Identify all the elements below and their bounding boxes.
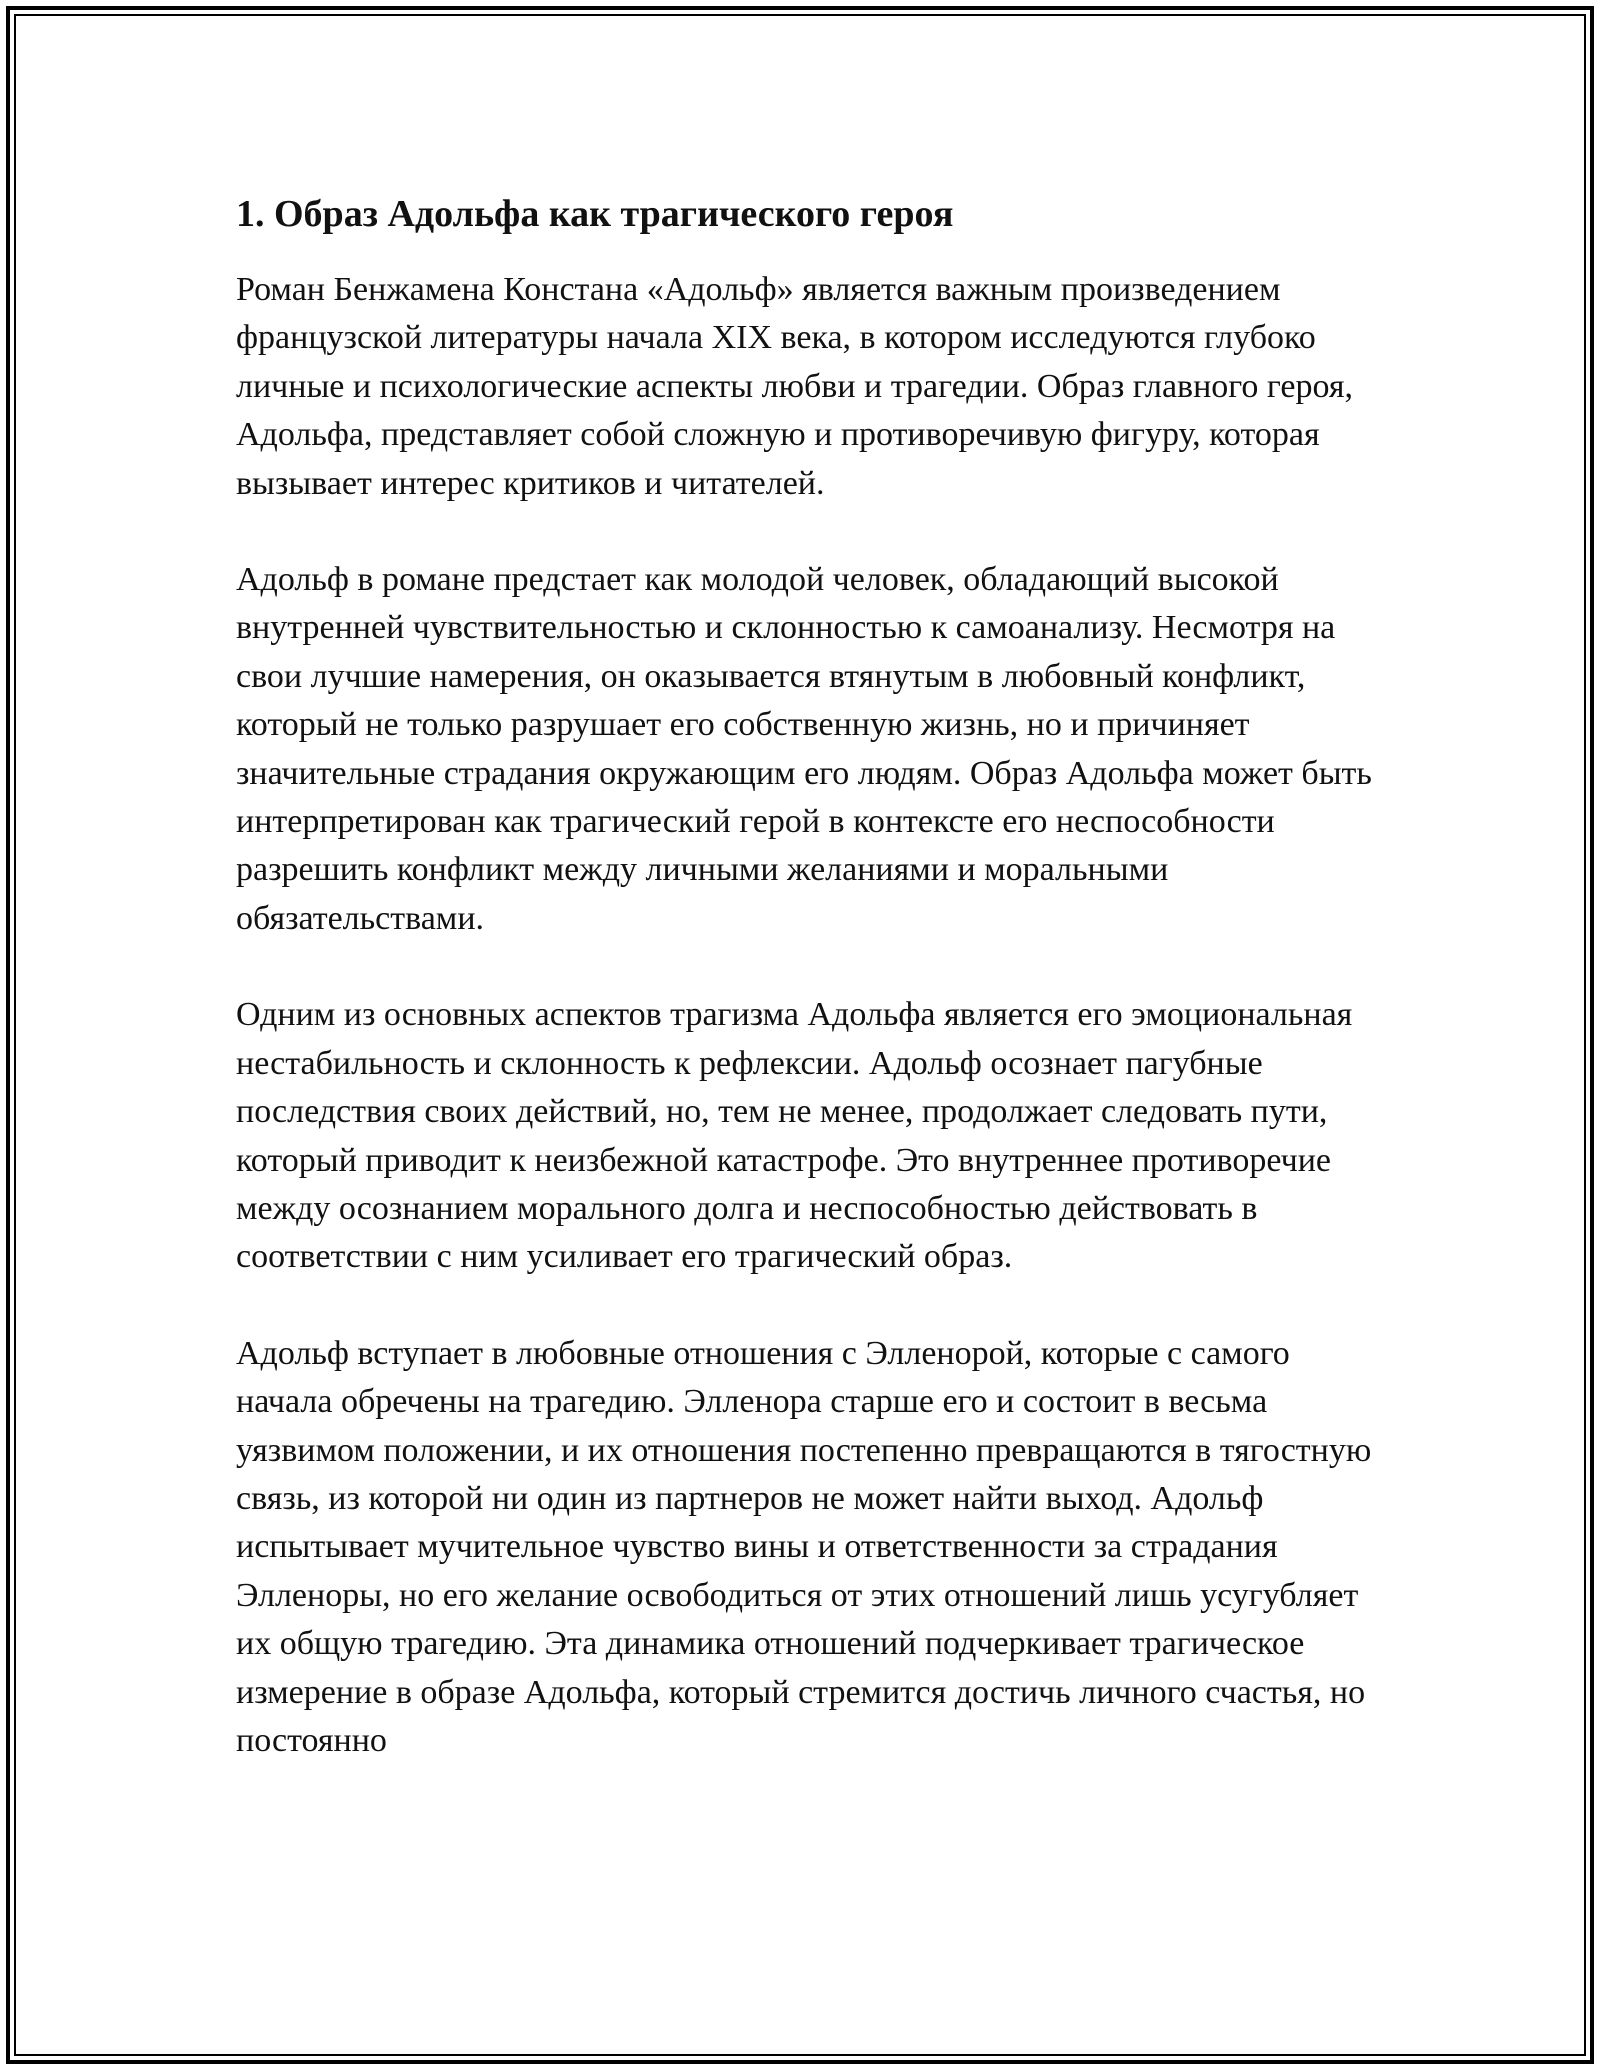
paragraph-1: Роман Бенжамена Констана «Адольф» является важным произведением французской литературы начала XIX века, в котором исследуются глубоко личные и психологические аспекты любви и трагедии. Образ главного героя, Адольфа, представляет собой сложную и противоречивую фигуру, которая вызывает интерес критиков и читателей.: [236, 271, 1353, 502]
section-heading: 1. Образ Адольфа как трагического героя: [236, 193, 954, 235]
paragraph-4: Адольф вступает в любовные отношения с Элленорой, которые с самого начала обречены на трагедию. Элленора старше его и состоит в весьма уязвимом положении, и их отношения постепенно превращаются в тягостную связь, из которой ни один из партнеров не может найти выход. Адольф испытывает мучительное чувство вины и ответственности за страдания Элленоры, но его желание освободиться от этих отношений лишь усугубляет их общую трагедию. Эта динамика отношений подчеркивает трагическое измерение в образе Адольфа, который стремится достичь личного счастья, но постоянно: [236, 1334, 1372, 1759]
paragraph-2: Адольф в романе предстает как молодой человек, обладающий высокой внутренней чувствительностью и склонностью к самоанализу. Несмотря на свои лучшие намерения, он оказывается втянутым в любовный конфликт, который не только разрушает его собственную жизнь, но и причиняет значительные страдания окружающим его людям. Образ Адольфа может быть интерпретирован как трагический герой в контексте его неспособности разрешить конфликт между личными желаниями и моральными обязательствами.: [236, 561, 1372, 937]
document-body: [236, 186, 1386, 1765]
paragraph-3: Одним из основных аспектов трагизма Адольфа является его эмоциональная нестабильность и склонность к рефлексии. Адольф осознает пагубные последствия своих действий, но, тем не менее, продолжает следовать пути, который приводит к неизбежной катастрофе. Это внутреннее противоречие между осознанием морального долга и неспособностью действовать в соответствии с ним усиливает его трагический образ.: [236, 996, 1353, 1276]
